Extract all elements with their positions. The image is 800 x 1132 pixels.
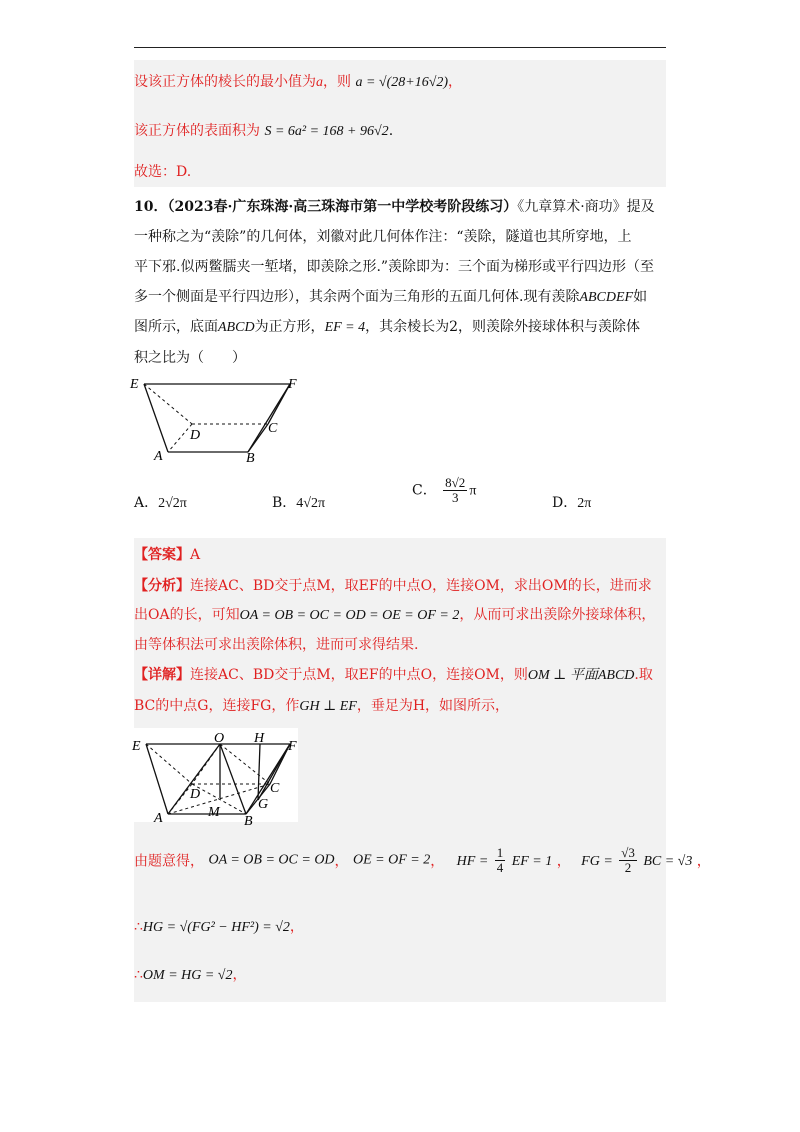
answer-tag: 【答案】 [134,547,190,563]
therefore-symbol-2: ∴ [134,967,143,983]
equations-line: 由题意得， OA = OB = OC = OD， OE = OF = 2， HF = $\frac{1}{4}$ EF = 1 ， FG = $\frac{√3}{2}$ BC = √3 ， [134,845,711,875]
label2-H: H [254,731,265,746]
analysis-line-3: 由等体积法可求出羡除体积，进而可求得结果. [134,637,419,653]
figure-xianchu-construction [128,728,308,826]
option-d[interactable]: D．2π [552,495,592,511]
question-line-1: 10．（2023春·广东珠海·高三珠海市第一中学校考阶段练习）《九章算术·商功》提及 [134,199,655,215]
label2-F: F [288,739,297,754]
hg-line: ∴HG = √(FG² − HF²) = √2， [134,919,304,935]
label-A: A [154,449,163,464]
therefore-symbol: ∴ [134,919,143,935]
header-rule [134,47,666,48]
answer-value: A [190,547,201,563]
option-a[interactable]: A．2√2π [134,495,187,511]
option-c-fraction: $\frac{8√2}{3}$ [445,475,466,505]
label2-G: G [258,797,269,812]
figure-xianchu [128,372,308,467]
label-E: E [130,377,139,392]
label2-A: A [154,811,163,826]
prev-line-2: 该正方体的表面积为 S = 6a² = 168 + 96√2. [134,123,394,139]
prev-line-3: 故选：D. [134,164,192,180]
option-b[interactable]: B．4√2π [272,495,326,511]
question-line-4: 多一个侧面是平行四边形），其余两个面为三角形的五面几何体.现有羡除ABCDEF如 [134,289,648,305]
analysis-line-1: 【分析】连接AC、BD交于点M，取EF的中点O，连接OM，求出OM的长，进而求 [134,578,652,594]
label2-E: E [132,739,141,754]
option-c[interactable]: C． $\frac{8√2}{3}$ π [412,475,477,505]
detail-line-1: 【详解】连接AC、BD交于点M，取EF的中点O，连接OM，则OM ⊥ 平面ABCD.取 [134,667,653,683]
label-C: C [268,421,278,436]
question-number: 10． [134,199,168,215]
prev-line-1: 设该正方体的棱长的最小值为a，则 a = √(28+16√2)， [134,74,463,90]
answer-line [134,545,200,565]
question-line-3: 平下邪.似两鳖臑夹一堑堵，即羡除之形.”羡除即为：三个面为梯形或平行四边形（至 [134,259,655,275]
label2-B: B [244,814,253,826]
question-line-5: 图所示，底面ABCD为正方形，EF = 4，其余棱长为2，则羡除外接球体积与羡除体 [134,319,641,335]
question-line-2: 一种称之为“羡除”的几何体，刘徽对此几何体作注：“羡除，隧道也其所穿地，上 [134,229,632,245]
question-line-6: 积之比为（ ） [134,350,246,366]
label2-D: D [190,787,201,802]
label-B: B [246,451,255,466]
label2-M: M [208,805,220,820]
question-source: （2023春·广东珠海·高三珠海市第一中学校考阶段练习） [167,199,518,215]
om-line: ∴OM = HG = √2， [134,967,247,983]
label-F: F [288,377,297,392]
detail-line-2: BC的中点G，连接FG，作GH ⊥ EF，垂足为H，如图所示， [134,698,510,714]
label-D: D [190,428,201,443]
analysis-line-2: 出OA的长，可知OA = OB = OC = OD = OE = OF = 2，从而可求出羡除外接球体积， [134,607,656,623]
label2-O: O [214,731,225,746]
label2-C: C [270,781,280,796]
